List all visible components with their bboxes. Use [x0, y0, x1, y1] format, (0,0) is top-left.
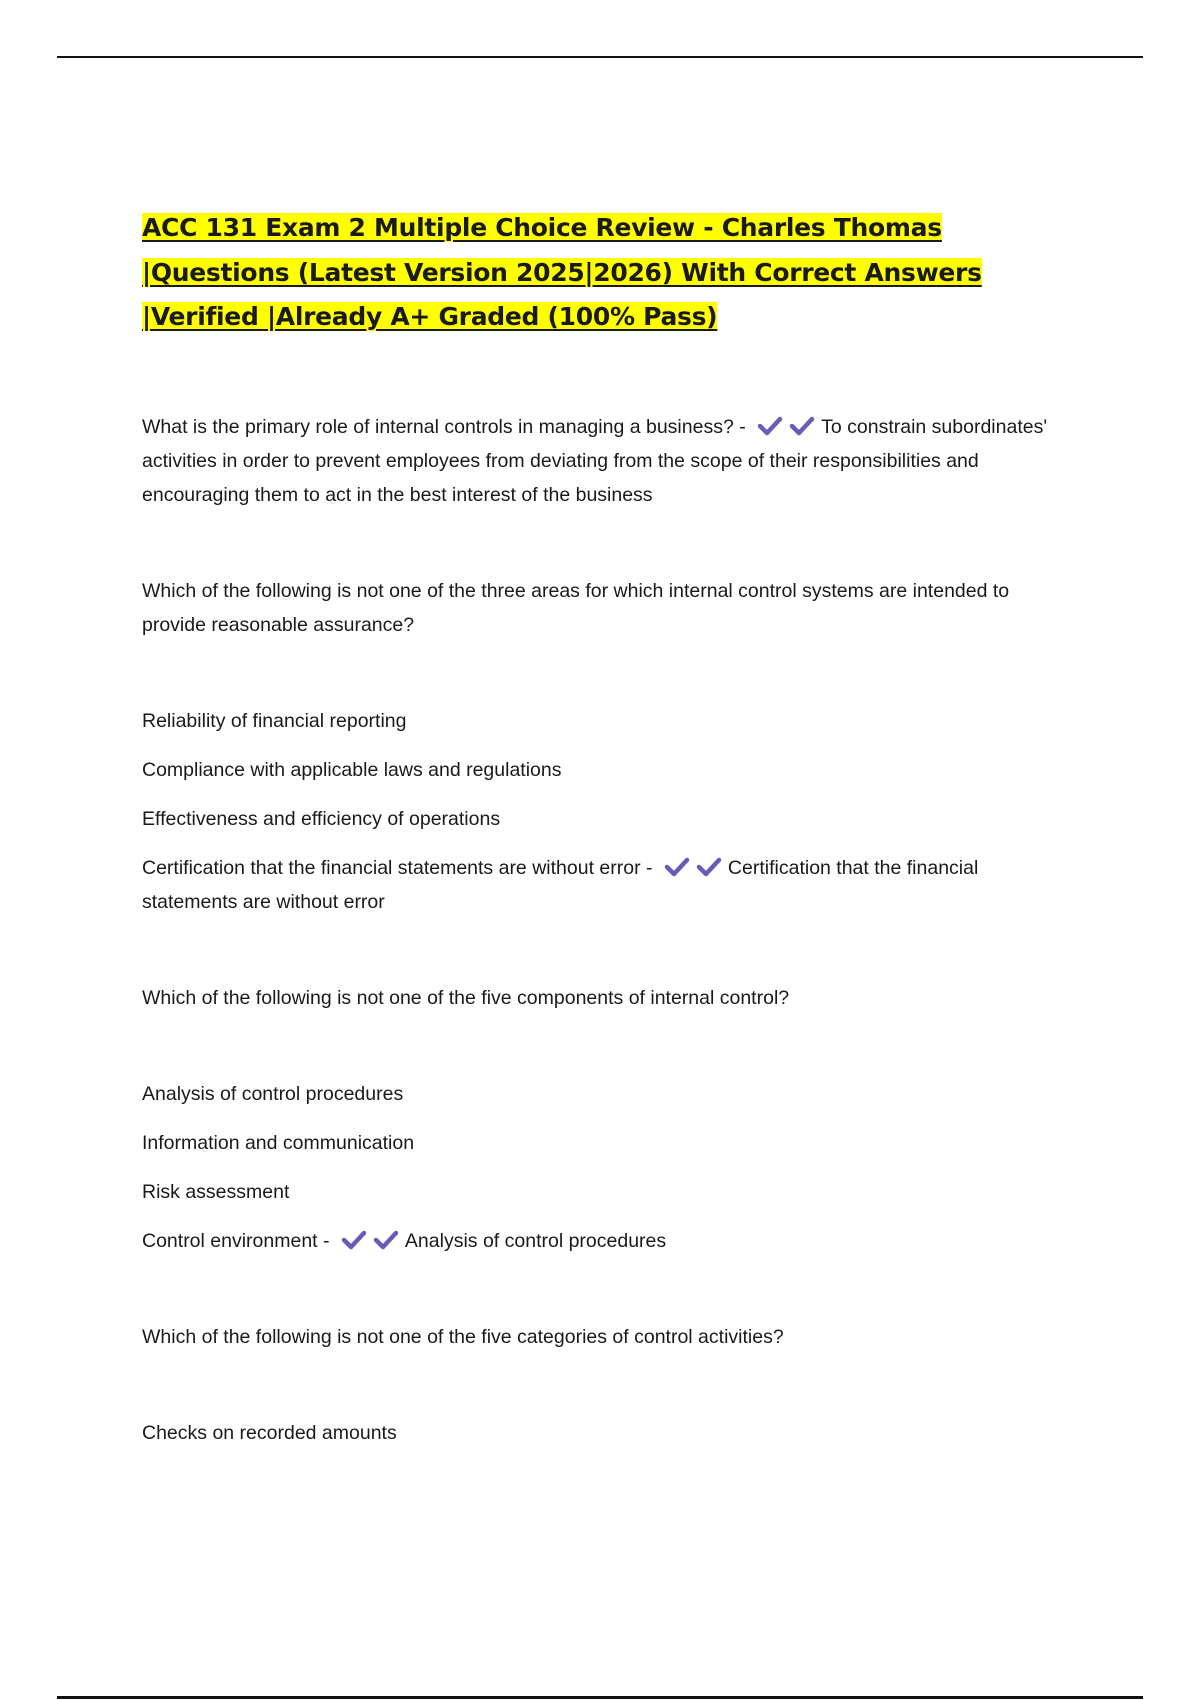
check-icon — [373, 1230, 399, 1250]
check-icon — [757, 416, 783, 436]
question-4-options — [142, 1416, 1062, 1450]
question-3-option-4-text: Control environment - — [142, 1229, 330, 1252]
question-2-option-4-text: Certification that the financial statements are without error - — [142, 856, 653, 879]
question-3-options — [142, 1077, 1062, 1258]
check-icon — [696, 857, 722, 877]
question-3-option-4 — [142, 1224, 1062, 1258]
check-icon — [789, 416, 815, 436]
question-2-option-2: Compliance with applicable laws and regulations — [142, 758, 562, 781]
question-3-option-2: Information and communication — [142, 1131, 415, 1154]
question-1 — [142, 410, 1062, 512]
question-2-option-4 — [142, 851, 1062, 919]
question-4-option-1: Checks on recorded amounts — [142, 1421, 397, 1444]
question-2-option-3: Effectiveness and efficiency of operations — [142, 807, 501, 830]
question-3: Which of the following is not one of the five components of internal control? — [142, 986, 790, 1009]
answer-2-text: Certification that the financial statements are without error — [142, 856, 979, 913]
document-body — [142, 206, 1062, 1450]
question-2-options — [142, 704, 1062, 919]
question-1-text: What is the primary role of internal controls in managing a business? - — [142, 415, 746, 438]
check-icon — [341, 1230, 367, 1250]
document-title — [142, 206, 1062, 340]
answer-1-text: To constrain subordinates' activities in order to prevent employees from deviating from the scope of their responsibilities and encouraging them to act in the best interest of the business — [142, 415, 1048, 506]
question-2: Which of the following is not one of the three areas for which internal control systems are intended to provide reasonable assurance? — [142, 579, 1010, 636]
bottom-rule — [57, 1696, 1143, 1699]
question-2-option-1: Reliability of financial reporting — [142, 709, 407, 732]
question-3-option-1: Analysis of control procedures — [142, 1082, 404, 1105]
answer-3-text: Analysis of control procedures — [404, 1229, 667, 1252]
question-3-option-3: Risk assessment — [142, 1180, 290, 1203]
question-4: Which of the following is not one of the five categories of control activities? — [142, 1325, 784, 1348]
check-icon — [664, 857, 690, 877]
top-rule — [57, 56, 1143, 58]
document-title-text: ACC 131 Exam 2 Multiple Choice Review - Charles Thomas |Questions (Latest Version 2025|2026) With Correct Answers |Verified |Already A+ Graded (100% Pass) — [142, 213, 982, 331]
